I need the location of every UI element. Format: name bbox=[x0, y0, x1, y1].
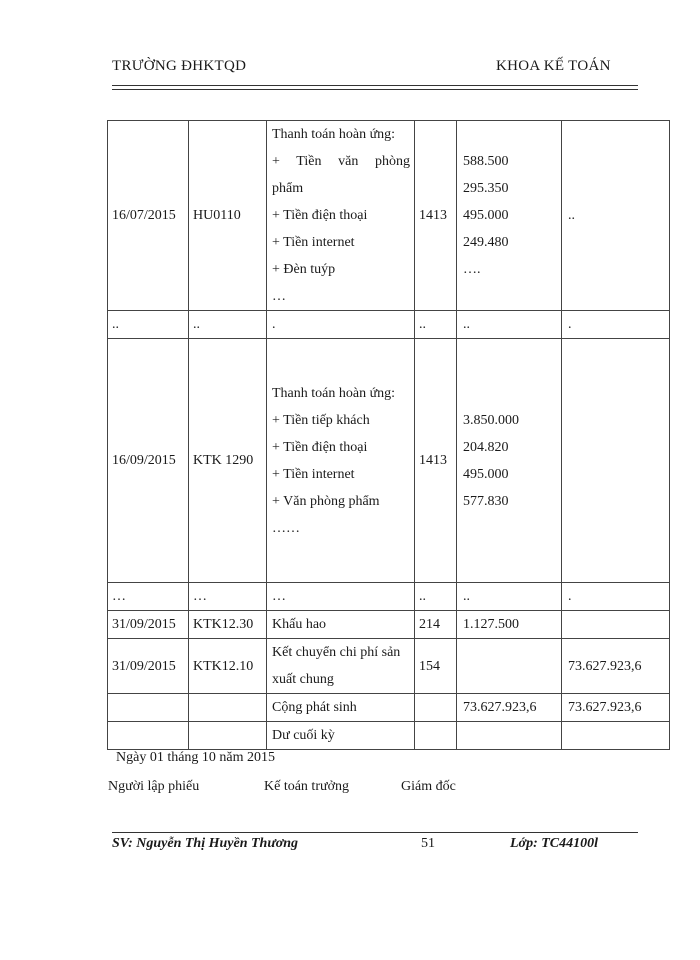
date-cell: 31/09/2015 bbox=[108, 611, 189, 639]
description-cell: Cộng phát sinh bbox=[267, 694, 415, 722]
table-row bbox=[108, 339, 670, 583]
credit-cell: 73.627.923,6 bbox=[562, 694, 670, 722]
footer-student: SV: Nguyễn Thị Huyền Thương bbox=[112, 836, 298, 851]
credit-cell bbox=[562, 339, 670, 583]
voucher-cell: HU0110 bbox=[189, 121, 267, 311]
voucher-cell bbox=[189, 694, 267, 722]
debit-cell: 1.127.500 bbox=[457, 611, 562, 639]
credit-cell: .. bbox=[562, 121, 670, 311]
debit-cell bbox=[457, 639, 562, 694]
debit-cell: .. bbox=[457, 311, 562, 339]
credit-cell: 73.627.923,6 bbox=[562, 639, 670, 694]
voucher-cell: KTK12.30 bbox=[189, 611, 267, 639]
debit-cell: 3.850.000 204.820 495.000 577.830 bbox=[457, 339, 562, 583]
description-cell: Khấu hao bbox=[267, 611, 415, 639]
signature-preparer: Người lập phiếu bbox=[108, 779, 200, 794]
footer-divider bbox=[112, 832, 638, 833]
account-cell bbox=[415, 694, 457, 722]
account-cell: 1413 bbox=[415, 339, 457, 583]
date-cell: 16/09/2015 bbox=[108, 339, 189, 583]
voucher-cell bbox=[189, 722, 267, 750]
table-row bbox=[108, 722, 670, 750]
account-cell: 214 bbox=[415, 611, 457, 639]
debit-cell: .. bbox=[457, 583, 562, 611]
page-number: 51 bbox=[421, 836, 435, 851]
date-cell: 31/09/2015 bbox=[108, 639, 189, 694]
description-cell: Dư cuối kỳ bbox=[267, 722, 415, 750]
description-cell: Thanh toán hoàn ứng: + Tiền văn phòng phẩm + Tiền điện thoại + Tiền internet + Đèn tuýp … bbox=[267, 121, 415, 311]
debit-cell: 588.500 295.350 495.000 249.480 …. bbox=[457, 121, 562, 311]
description-cell: Thanh toán hoàn ứng: + Tiền tiếp khách + Tiền điện thoại + Tiền internet + Văn phòng phẩm …… bbox=[267, 339, 415, 583]
voucher-cell: KTK12.10 bbox=[189, 639, 267, 694]
account-cell bbox=[415, 722, 457, 750]
footer-class: Lớp: TC44100l bbox=[510, 836, 599, 851]
signature-chief-accountant: Kế toán trưởng bbox=[264, 779, 349, 794]
table-row bbox=[108, 639, 670, 694]
account-cell: .. bbox=[415, 311, 457, 339]
credit-cell bbox=[562, 611, 670, 639]
date-cell bbox=[108, 694, 189, 722]
account-cell: .. bbox=[415, 583, 457, 611]
account-cell: 1413 bbox=[415, 121, 457, 311]
table-row bbox=[108, 121, 670, 311]
credit-cell: . bbox=[562, 583, 670, 611]
date-cell: … bbox=[108, 583, 189, 611]
description-cell: . bbox=[267, 311, 415, 339]
account-cell: 154 bbox=[415, 639, 457, 694]
description-cell: Kết chuyển chi phí sản xuất chung bbox=[267, 639, 415, 694]
signature-director: Giám đốc bbox=[401, 779, 456, 794]
header-divider bbox=[112, 85, 638, 86]
voucher-cell: .. bbox=[189, 311, 267, 339]
description-cell: … bbox=[267, 583, 415, 611]
table-row bbox=[108, 611, 670, 639]
header-faculty: KHOA KẾ TOÁN bbox=[496, 58, 611, 74]
debit-cell: 73.627.923,6 bbox=[457, 694, 562, 722]
credit-cell bbox=[562, 722, 670, 750]
debit-cell bbox=[457, 722, 562, 750]
header-divider-thin bbox=[112, 89, 638, 90]
header-school: TRƯỜNG ĐHKTQD bbox=[112, 58, 247, 74]
table-row bbox=[108, 694, 670, 722]
table-row bbox=[108, 583, 670, 611]
report-date: Ngày 01 tháng 10 năm 2015 bbox=[116, 750, 276, 765]
voucher-cell: KTK 1290 bbox=[189, 339, 267, 583]
credit-cell: . bbox=[562, 311, 670, 339]
date-cell: 16/07/2015 bbox=[108, 121, 189, 311]
ledger-table bbox=[107, 120, 670, 750]
voucher-cell: … bbox=[189, 583, 267, 611]
table-row bbox=[108, 311, 670, 339]
date-cell: .. bbox=[108, 311, 189, 339]
date-cell bbox=[108, 722, 189, 750]
